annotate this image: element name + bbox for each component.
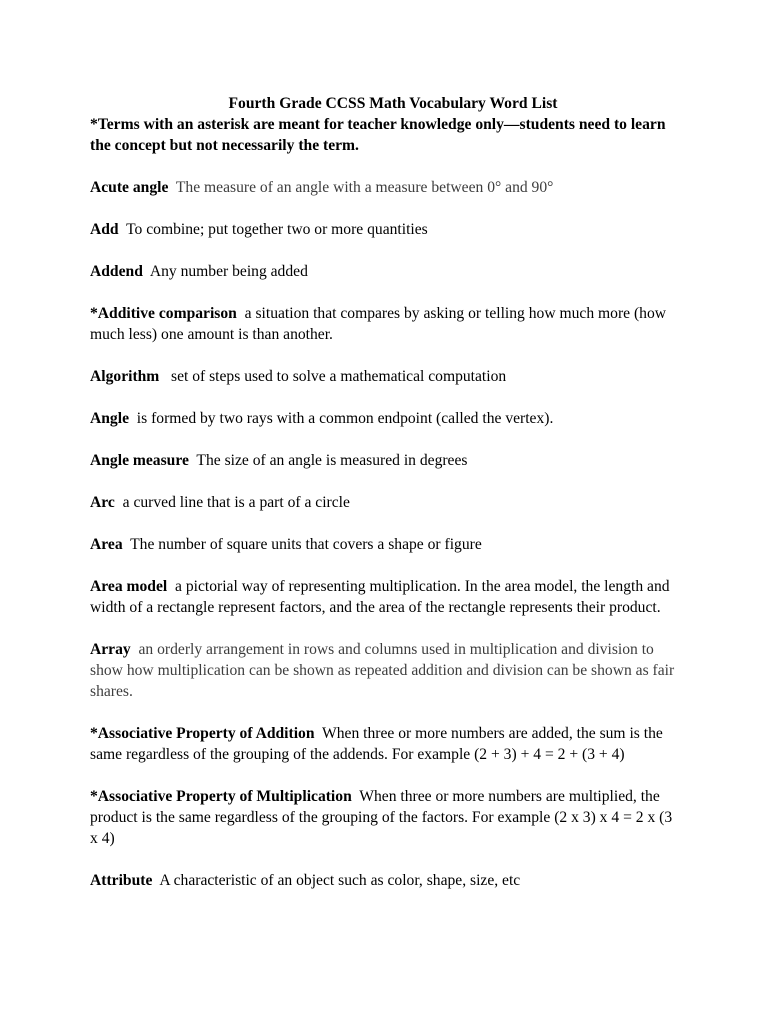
- vocab-definition: a situation that compares by asking or telling how much more (how much less) one amount is than another.: [90, 305, 667, 343]
- vocab-definition: an orderly arrangement in rows and columns used in multiplication and division to show how multiplication can be shown as repeated addition and division can be shown as fair shares.: [90, 641, 675, 700]
- vocab-term: Attribute: [90, 872, 153, 889]
- vocab-term: *Associative Property of Addition: [90, 725, 315, 742]
- vocab-term: Array: [90, 641, 131, 658]
- vocab-entry-angle-measure: [90, 450, 680, 471]
- vocab-definition: The measure of an angle with a measure between 0° and 90°: [175, 179, 554, 196]
- vocab-definition: To combine; put together two or more quantities: [126, 221, 428, 238]
- vocab-term: Acute angle: [90, 179, 169, 196]
- vocab-entry-associative-property-of-multiplication: [90, 786, 680, 849]
- vocab-entry-arc: [90, 492, 680, 513]
- vocab-entry-attribute: [90, 870, 680, 891]
- vocab-entry-addend: [90, 261, 680, 282]
- vocab-definition: The size of an angle is measured in degrees: [196, 452, 468, 469]
- vocab-term: Arc: [90, 494, 115, 511]
- vocab-entry-associative-property-of-addition: [90, 723, 680, 765]
- vocab-definition: is formed by two rays with a common endpoint (called the vertex).: [136, 410, 554, 427]
- asterisk-note: *Terms with an asterisk are meant for teacher knowledge only—students need to learn the concept but not necessarily the term.: [90, 116, 666, 154]
- vocab-definition: a pictorial way of representing multiplication. In the area model, the length and width of a rectangle represent factors, and the area of the rectangle represents their product.: [90, 578, 670, 616]
- document-title: Fourth Grade CCSS Math Vocabulary Word List: [228, 95, 558, 112]
- vocab-definition: a curved line that is a part of a circle: [122, 494, 350, 511]
- vocab-term: Add: [90, 221, 119, 238]
- vocab-definition: set of steps used to solve a mathematical computation: [171, 368, 507, 385]
- vocab-entry-area: [90, 534, 680, 555]
- vocab-entry-angle: [90, 408, 680, 429]
- vocab-term: *Associative Property of Multiplication: [90, 788, 352, 805]
- vocab-definition: The number of square units that covers a shape or figure: [130, 536, 482, 553]
- vocab-entry-algorithm: [90, 366, 680, 387]
- vocab-entry-add: [90, 219, 680, 240]
- vocab-definition: A characteristic of an object such as color, shape, size, etc: [159, 872, 521, 889]
- vocab-term: Angle measure: [90, 452, 189, 469]
- vocab-entry-acute-angle: [90, 177, 680, 198]
- vocab-definition: When three or more numbers are multiplied, the product is the same regardless of the grouping of the factors. For example (2 x 3) x 4 = 2 x (3 x 4): [90, 788, 673, 847]
- vocab-term: *Additive comparison: [90, 305, 237, 322]
- vocab-entry-additive-comparison: [90, 303, 680, 345]
- document-page: [90, 93, 680, 891]
- vocab-term: Area model: [90, 578, 168, 595]
- vocab-entry-area-model: [90, 576, 680, 618]
- vocab-definition: Any number being added: [149, 263, 308, 280]
- vocab-term: Area: [90, 536, 123, 553]
- vocab-definition: When three or more numbers are added, the sum is the same regardless of the grouping of the addends. For example (2 + 3) + 4 = 2 + (3 + 4): [90, 725, 663, 763]
- vocab-entry-array: [90, 639, 680, 702]
- vocab-term: Angle: [90, 410, 129, 427]
- vocab-term: Addend: [90, 263, 143, 280]
- vocab-term: Algorithm: [90, 368, 160, 385]
